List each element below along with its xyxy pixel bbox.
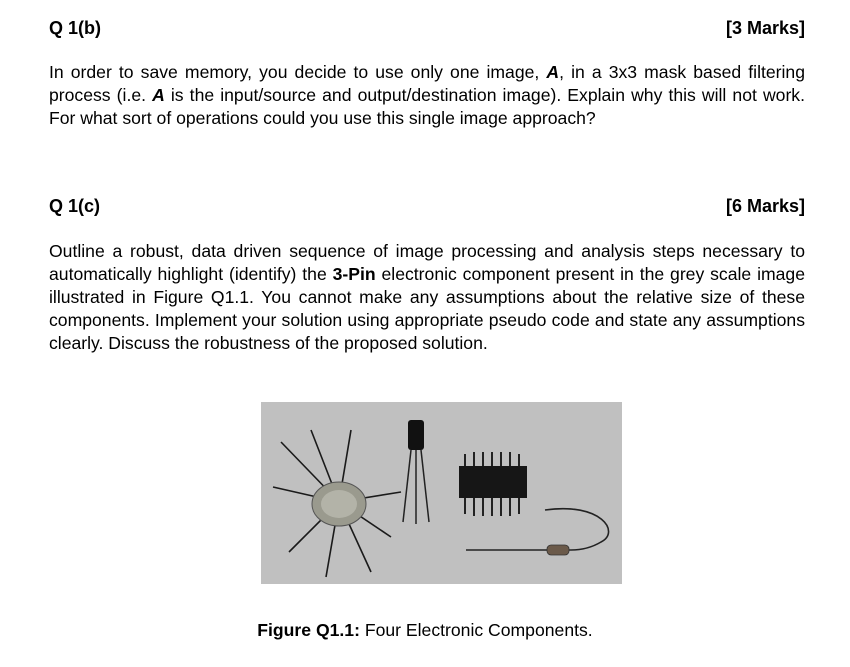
q1b-text-part: In order to save memory, you decide to use only one image, [49, 62, 547, 82]
figure-q1-1-photo [261, 402, 622, 584]
question-1b-header [49, 18, 805, 39]
question-1b-label: Q 1(b) [49, 18, 101, 38]
q1b-text-part: , in a 3x3 mask based filtering process (i.e. [49, 62, 806, 105]
question-1b-text [49, 61, 805, 130]
question-1c-marks: [6 Marks] [725, 196, 805, 216]
image-variable-a: A [152, 85, 165, 105]
question-1c-text [49, 240, 805, 355]
figure-caption-text: Four Electronic Components. [359, 620, 593, 640]
question-1c-label: Q 1(c) [49, 196, 101, 216]
three-pin-emphasis: 3-Pin [332, 264, 376, 284]
figure-caption-label: Figure Q1.1: [257, 620, 360, 640]
image-variable-a: A [546, 62, 560, 82]
q1b-text-part: is the input/source and output/destination image). Explain why this will not work. For what sort of operations could you use this single image approach? [49, 85, 805, 128]
figure-caption [0, 620, 850, 641]
question-1b-marks: [3 Marks] [725, 18, 805, 38]
q1c-text-part: Outline a robust, data driven sequence of image processing and analysis steps necessary to automatically highlight (identify) the [49, 241, 805, 284]
question-1c-header [49, 196, 805, 217]
q1c-text-part: electronic component present in the grey scale image illustrated in Figure Q1.1. You cannot make any assumptions about the relative size of these components. Implement your solution using appropriate pseudo code and state any assumptions clearly. Discuss the robustness of the proposed solution. [49, 264, 805, 353]
